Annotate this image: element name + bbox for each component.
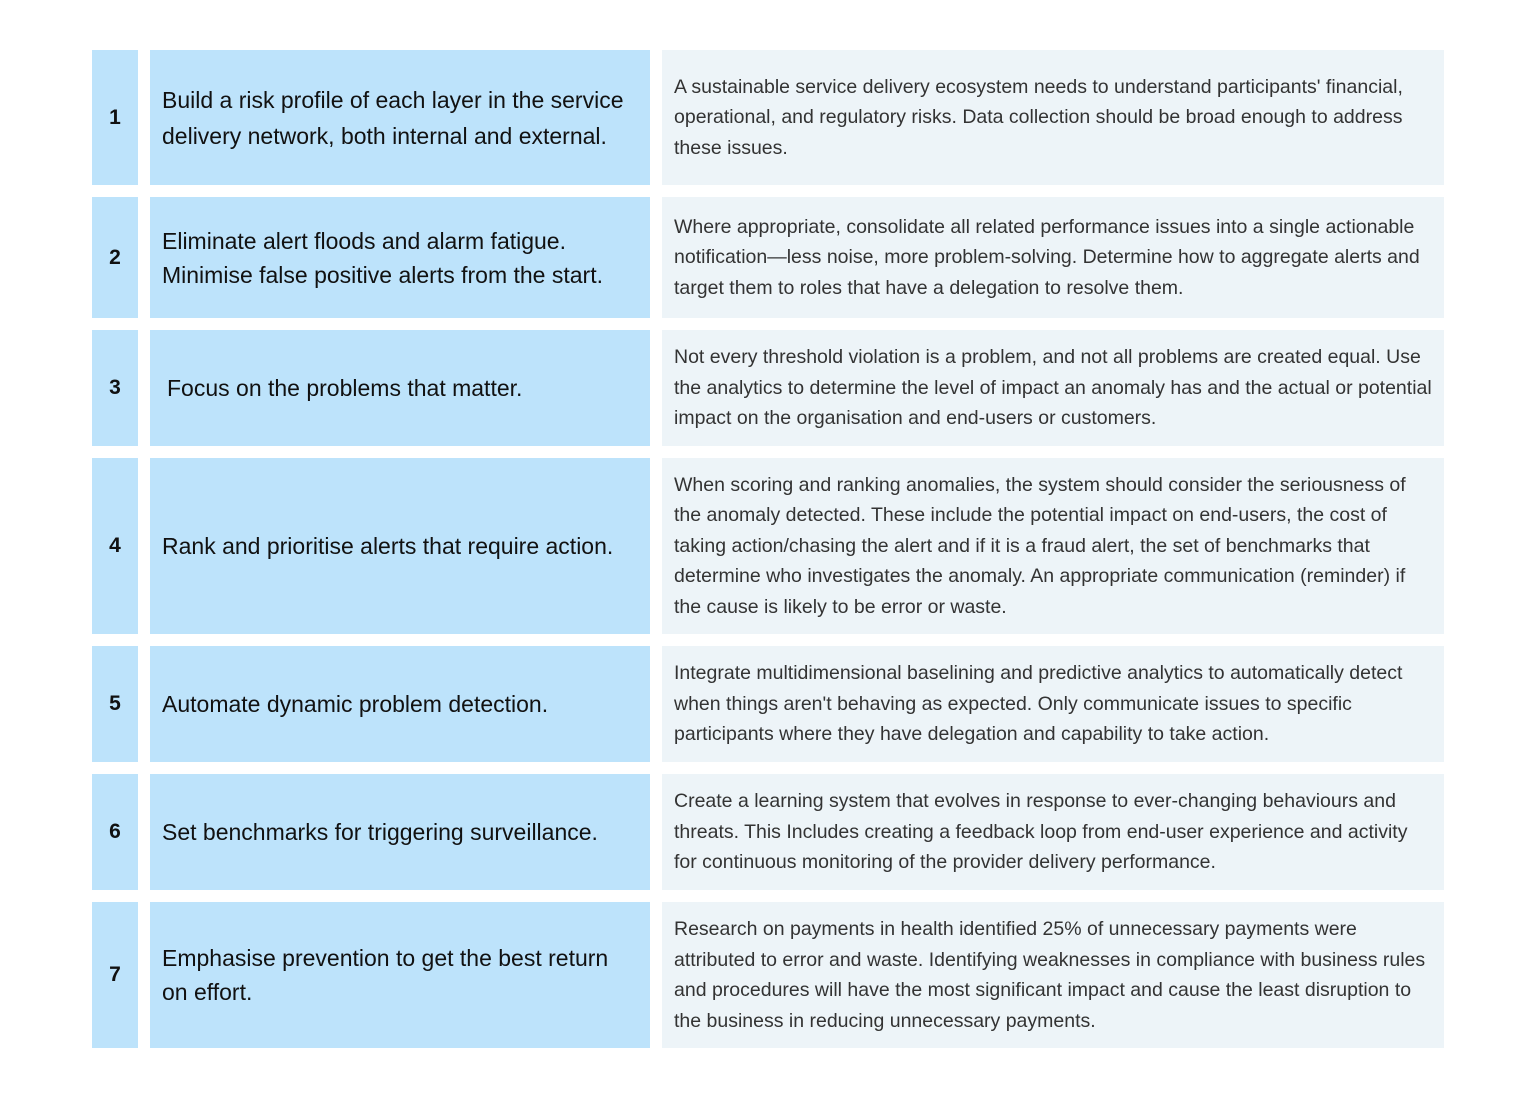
row-number: 5 <box>92 646 138 762</box>
row-title: Build a risk profile of each layer in the service delivery network, both internal and external. <box>150 50 650 185</box>
row-number: 7 <box>92 902 138 1048</box>
row-number: 3 <box>92 330 138 446</box>
recommendations-table <box>92 50 1444 1060</box>
row-description: A sustainable service delivery ecosystem needs to understand participants' financial, operational, and regulatory risks. Data collection should be broad enough to address these issues. <box>662 50 1444 185</box>
row-number: 1 <box>92 50 138 185</box>
table-row <box>92 330 1444 446</box>
table-row <box>92 646 1444 762</box>
row-title: Focus on the problems that matter. <box>150 330 650 446</box>
row-title: Eliminate alert floods and alarm fatigue. Minimise false positive alerts from the start. <box>150 197 650 318</box>
row-title: Automate dynamic problem detection. <box>150 646 650 762</box>
row-number: 6 <box>92 774 138 890</box>
row-number: 4 <box>92 458 138 634</box>
row-description: Where appropriate, consolidate all related performance issues into a single actionable notification—less noise, more problem-solving. Determine how to aggregate alerts and target them to roles that have a delegation to resolve them. <box>662 197 1444 318</box>
row-description: When scoring and ranking anomalies, the system should consider the seriousness of the anomaly detected. These include the potential impact on end-users, the cost of taking action/chasing the alert and if it is a fraud alert, the set of benchmarks that determine who investigates the anomaly. An appropriate communication (reminder) if the cause is likely to be error or waste. <box>662 458 1444 634</box>
row-number: 2 <box>92 197 138 318</box>
table-row <box>92 50 1444 185</box>
row-title: Set benchmarks for triggering surveillance. <box>150 774 650 890</box>
table-row <box>92 458 1444 634</box>
row-description: Not every threshold violation is a problem, and not all problems are created equal. Use the analytics to determine the level of impact an anomaly has and the actual or potential impact on the organisation and end-users or customers. <box>662 330 1444 446</box>
row-description: Research on payments in health identified 25% of unnecessary payments were attributed to error and waste. Identifying weaknesses in compliance with business rules and procedures will have the most significant impact and cause the least disruption to the business in reducing unnecessary payments. <box>662 902 1444 1048</box>
table-row <box>92 902 1444 1048</box>
table-row <box>92 197 1444 318</box>
row-title: Emphasise prevention to get the best return on effort. <box>150 902 650 1048</box>
row-description: Integrate multidimensional baselining and predictive analytics to automatically detect when things aren't behaving as expected. Only communicate issues to specific participants where they have delegation and capability to take action. <box>662 646 1444 762</box>
row-description: Create a learning system that evolves in response to ever-changing behaviours and threats. This Includes creating a feedback loop from end-user experience and activity for continuous monitoring of the provider delivery performance. <box>662 774 1444 890</box>
row-title: Rank and prioritise alerts that require action. <box>150 458 650 634</box>
table-row <box>92 774 1444 890</box>
